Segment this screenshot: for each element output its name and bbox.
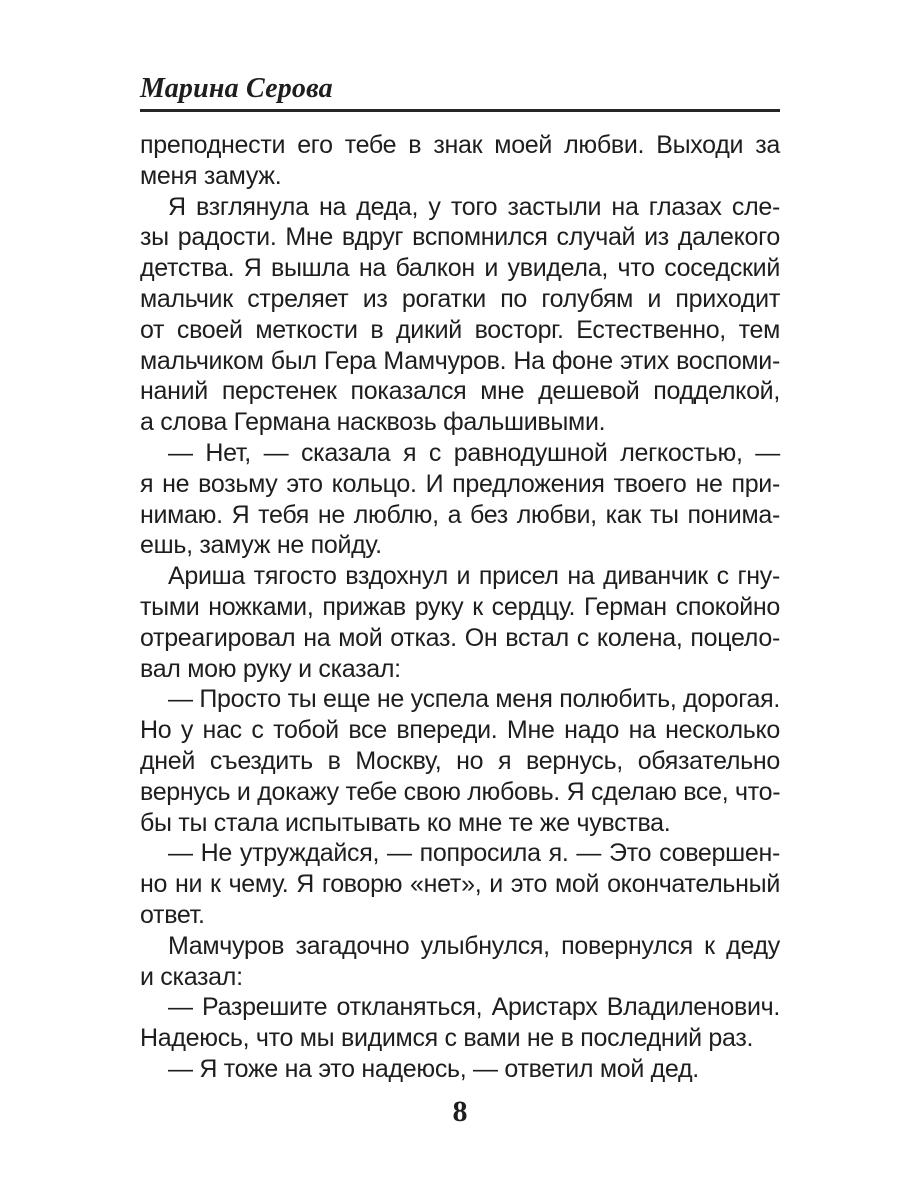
text-line: Надеюсь, что мы видимся с вами не в последний раз.	[140, 1024, 754, 1053]
paragraph	[140, 684, 780, 838]
paragraph	[140, 561, 780, 684]
text-line: Я взглянула на деда, у того застыли на глазах сле-	[168, 192, 780, 221]
paragraph	[140, 838, 780, 930]
text-line: отреагировал на мой отказ. Он встал с колена, поцело-	[140, 623, 780, 652]
text-line: бы ты стала испытывать ко мне те же чувства.	[140, 808, 671, 837]
paragraph	[140, 931, 780, 993]
text-line: Но у нас с тобой все впереди. Мне надо на несколько	[140, 716, 780, 745]
text-line: мальчиком был Гера Мамчуров. На фоне этих воспоми-	[140, 346, 780, 375]
text-line: вал мою руку и сказал:	[140, 654, 401, 683]
text-line: от своей меткости в дикий восторг. Естественно, тем	[140, 315, 780, 344]
text-line: ответ.	[140, 900, 205, 929]
text-line: наний перстенек показался мне дешевой подделкой,	[140, 377, 780, 406]
running-header	[140, 74, 780, 112]
text-line: — Разрешите откланяться, Аристарх Владиленович.	[168, 993, 780, 1022]
text-line: ешь, замуж не пойду.	[140, 531, 382, 560]
page-footer	[140, 1095, 780, 1129]
text-column	[140, 0, 780, 1129]
page-number: 8	[452, 1094, 468, 1128]
page-body	[140, 130, 780, 1085]
text-line: а слова Германа насквозь фальшивыми.	[140, 408, 606, 437]
running-header-author: Марина Серова	[140, 73, 333, 104]
paragraph	[140, 438, 780, 561]
text-line: мальчик стреляет из рогатки по голубям и приходит	[140, 284, 780, 313]
text-line: Ариша тягосто вздохнул и присел на диванчик с гну-	[168, 562, 780, 591]
text-line: дней съездить в Москву, но я вернусь, обязательно	[140, 746, 780, 775]
text-line: меня замуж.	[140, 161, 282, 190]
text-line: зы радости. Мне вдруг вспомнился случай из далекого	[140, 223, 780, 252]
text-line: нимаю. Я тебя не люблю, а без любви, как ты понима-	[140, 500, 780, 529]
header-rule	[140, 109, 780, 112]
text-line: — Нет, — сказала я с равнодушной легкостью, —	[168, 438, 780, 467]
text-line: и сказал:	[140, 962, 243, 991]
paragraph	[140, 130, 780, 192]
text-line: — Я тоже на это надеюсь, — ответил мой дед.	[168, 1054, 699, 1083]
text-line: тыми ножками, прижав руку к сердцу. Герман спокойно	[140, 592, 780, 621]
text-line: вернусь и докажу тебе свою любовь. Я сделаю все, что-	[140, 777, 781, 806]
paragraph	[140, 992, 780, 1054]
text-line: Мамчуров загадочно улыбнулся, повернулся к деду	[168, 931, 780, 960]
paragraph	[140, 192, 780, 438]
paragraph	[140, 1054, 780, 1085]
text-line: — Не утруждайся, — попросила я. — Это совершен-	[168, 839, 780, 868]
text-line: преподнести его тебе в знак моей любви. Выходи за	[140, 131, 780, 159]
text-line: — Просто ты еще не успела меня полюбить, дорогая.	[168, 685, 780, 714]
text-line: детства. Я вышла на балкон и увидела, что соседский	[140, 254, 780, 283]
text-line: но ни к чему. Я говорю «нет», и это мой окончательный	[140, 870, 780, 899]
text-line: я не возьму это кольцо. И предложения твоего не при-	[140, 469, 780, 498]
